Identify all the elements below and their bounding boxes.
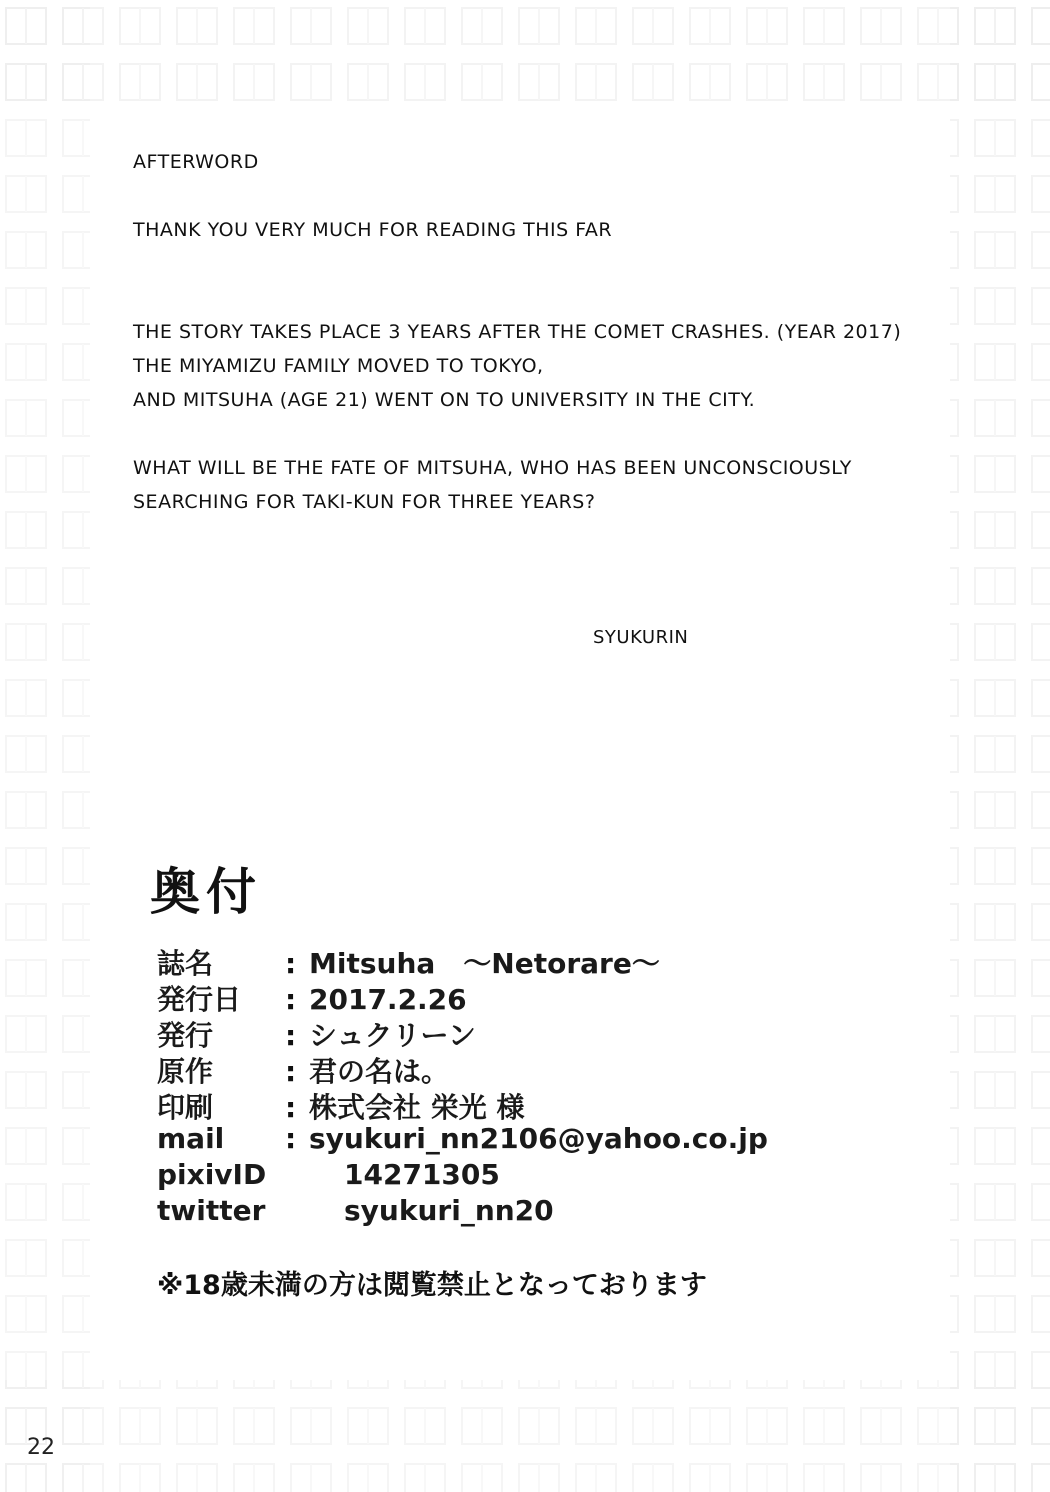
colophon-value: syukuri_nn20 xyxy=(344,1194,554,1227)
colophon-colon: : xyxy=(285,983,297,1016)
colophon-key: 印刷 xyxy=(157,1091,214,1124)
afterword-section xyxy=(133,150,933,524)
colophon-colon: : xyxy=(285,947,297,980)
colophon-row-mail xyxy=(157,1122,768,1158)
afterword-author: SYUKURIN xyxy=(593,627,689,648)
colophon-colon: : xyxy=(285,1019,297,1052)
colophon-key: 発行 xyxy=(157,1019,214,1052)
colophon-value: 2017.2.26 xyxy=(309,983,467,1016)
colophon-key: 誌名 xyxy=(157,947,214,980)
afterword-title: AFTERWORD xyxy=(133,151,259,173)
afterword-line: SEARCHING FOR TAKI-KUN FOR THREE YEARS? xyxy=(133,491,596,513)
colophon-key: 原作 xyxy=(157,1055,214,1088)
page-number: 22 xyxy=(27,1435,55,1460)
colophon-row-date xyxy=(157,978,768,1014)
colophon-row-printer xyxy=(157,1086,768,1122)
colophon-row-publisher xyxy=(157,1014,768,1050)
colophon-colon: : xyxy=(285,1091,297,1124)
colophon-value: syukuri_nn2106@yahoo.co.jp xyxy=(309,1122,768,1155)
age-restriction-notice: ※18歳未満の方は閲覧禁止となっております xyxy=(157,1270,707,1301)
colophon-key: twitter xyxy=(157,1194,266,1227)
colophon-row-twitter xyxy=(157,1194,768,1230)
afterword-line: WHAT WILL BE THE FATE OF MITSUHA, WHO HAS BEEN UNCONSCIOUSLY xyxy=(133,457,852,479)
afterword-line: THE MIYAMIZU FAMILY MOVED TO TOKYO, xyxy=(133,355,544,377)
colophon-value: 14271305 xyxy=(344,1158,500,1191)
afterword-line: THE STORY TAKES PLACE 3 YEARS AFTER THE COMET CRASHES. (YEAR 2017) xyxy=(133,321,902,343)
colophon-row-original xyxy=(157,1050,768,1086)
colophon-key: 発行日 xyxy=(157,983,242,1016)
afterword-line: AND MITSUHA (AGE 21) WENT ON TO UNIVERSITY IN THE CITY. xyxy=(133,389,756,411)
colophon-colon: : xyxy=(285,1122,297,1155)
colophon-key: mail xyxy=(157,1122,225,1155)
colophon-value: Mitsuha ～Netorare～ xyxy=(309,947,660,980)
colophon-value: シュクリーン xyxy=(309,1019,476,1052)
colophon-title: 奥付 xyxy=(150,863,262,921)
colophon-value: 君の名は。 xyxy=(309,1055,450,1088)
colophon-row-pixiv xyxy=(157,1158,768,1194)
colophon-row-title xyxy=(157,942,768,978)
afterword-thanks: THANK YOU VERY MUCH FOR READING THIS FAR xyxy=(133,219,613,241)
colophon-key: pixivID xyxy=(157,1158,267,1191)
colophon-value: 株式会社 栄光 様 xyxy=(309,1091,525,1124)
colophon-colon: : xyxy=(285,1055,297,1088)
colophon-table xyxy=(157,942,768,1230)
